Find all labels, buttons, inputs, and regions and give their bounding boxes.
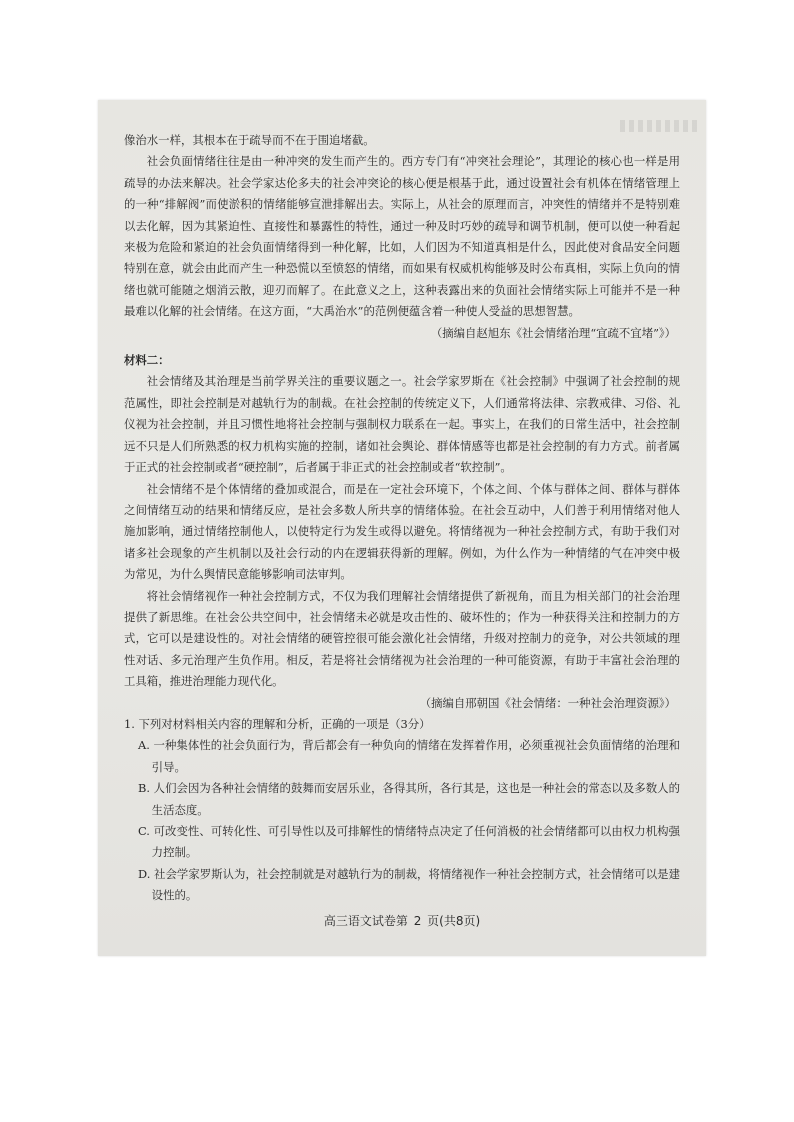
material-two-paragraph-3: 将社会情绪视作一种社会控制方式，不仅为我们理解社会情绪提供了新视角，而且为相关部门的社会治理提供了新思维。在社会公共空间中，社会情绪未必就是攻击性的、破坏性的；作为一种获得关注和控制力的方式，它可以是建设性的。对社会情绪的硬管控很可能会激化社会情绪，升级对控制力的竞争，对公共领域的理性对话、多元治理产生负作用。相反，若是将社会情绪视为社会治理的一种可能资源，有助于丰富社会治理的工具箱，推进治理能力现代化。	[124, 588, 680, 689]
source-citation-2: （摘编自邢朝国《社会情绪：一种社会治理资源》）	[419, 695, 676, 710]
question-stem: 1. 下列对材料相关内容的理解和分析，正确的一项是（3分）	[124, 716, 431, 731]
footer-suffix: 页(共8页)	[427, 914, 481, 928]
source-citation-1: （摘编自赵旭东《社会情绪治理“宜疏不宜堵”》）	[430, 325, 676, 340]
option-b: B. 人们会因为各种社会情绪的鼓舞而安居乐业，各得其所，各行其是，这也是一种社会的常态以及多数人的生活态度。	[138, 781, 680, 817]
page-footer	[98, 912, 706, 929]
material-two-paragraph-1: 社会情绪及其治理是当前学界关注的重要议题之一。社会学家罗斯在《社会控制》中强调了社会控制的规范属性，即社会控制是对越轨行为的制裁。在社会控制的传统定义下，人们通常将法律、宗教戒律、习俗、礼仪视为社会控制，并且习惯性地将社会控制与强制权力联系在一起。事实上，在我们的日常生活中，社会控制远不只是人们所熟悉的权力机构实施的控制，诸如社会舆论、群体情感等也都是社会控制的有力方式。前者属于正式的社会控制或者“硬控制”，后者属于非正式的社会控制或者“软控制”。	[124, 374, 680, 475]
paragraph-continued: 像治水一样，其根本在于疏导而不在于围追堵截。	[124, 133, 375, 147]
footer-page-number: 2	[413, 914, 422, 928]
material-two-heading: 材料二：	[124, 353, 170, 368]
option-c: C. 可改变性、可转化性、可引导性以及可排解性的情绪特点决定了任何消极的社会情绪都可以由权力机构强力控制。	[138, 824, 680, 860]
option-a: A. 一种集体性的社会负面行为，背后都会有一种负向的情绪在发挥着作用，必须重视社会负面情绪的治理和引导。	[138, 738, 680, 774]
exam-sheet	[124, 130, 680, 907]
paragraph-conflict-theory: 社会负面情绪往往是由一种冲突的发生而产生的。西方专门有“冲突社会理论”，其理论的核心也一样是用疏导的办法来解决。社会学家达伦多夫的社会冲突论的核心便是根基于此，通过设置社会有机体在情绪管理上的一种“排解阀”而使淤积的情绪能够宣泄排解出去。实际上，从社会的原理而言，冲突性的情绪并不是特别难以去化解，因为其紧迫性、直接性和暴露性的特性，通过一种及时巧妙的疏导和调节机制，便可以使一种看起来极为危险和紧迫的社会负面情绪得到一种化解，比如，人们因为不知道真相是什么，因此使对食品安全问题特别在意，就会由此而产生一种恐慌以至愤怒的情绪，而如果有权威机构能够及时公布真相，实际上负向的情绪也就可能随之烟消云散，迎刃而解了。在此意义之上，这种表露出来的负面社会情绪实际上可能并不是一种最难以化解的社会情绪。在这方面，“大禹治水”的范例便蕴含着一种使人受益的思想智慧。	[124, 154, 680, 319]
footer-prefix: 高三语文试卷第	[323, 914, 408, 928]
option-d: D. 社会学家罗斯认为，社会控制就是对越轨行为的制裁，将情绪视作一种社会控制方式，社会情绪可以是建设性的。	[138, 866, 680, 903]
scanned-page-photo	[98, 100, 706, 956]
material-two-paragraph-2: 社会情绪不是个体情绪的叠加或混合，而是在一定社会环境下，个体之间、个体与群体之间、群体与群体之间情绪互动的结果和情绪反应，是社会多数人所共享的情绪体验。在社会互动中，人们善于利用情绪对他人施加影响，通过情绪控制他人，以使特定行为发生或得以避免。将情绪视为一种社会控制方式，有助于我们对诸多社会现象的产生机制以及社会行动的内在逻辑获得新的理解。例如，为什么作为一种情绪的气在冲突中极为常见，为什么舆情民意能够影响司法审判。	[124, 481, 680, 582]
question-1	[124, 714, 680, 907]
